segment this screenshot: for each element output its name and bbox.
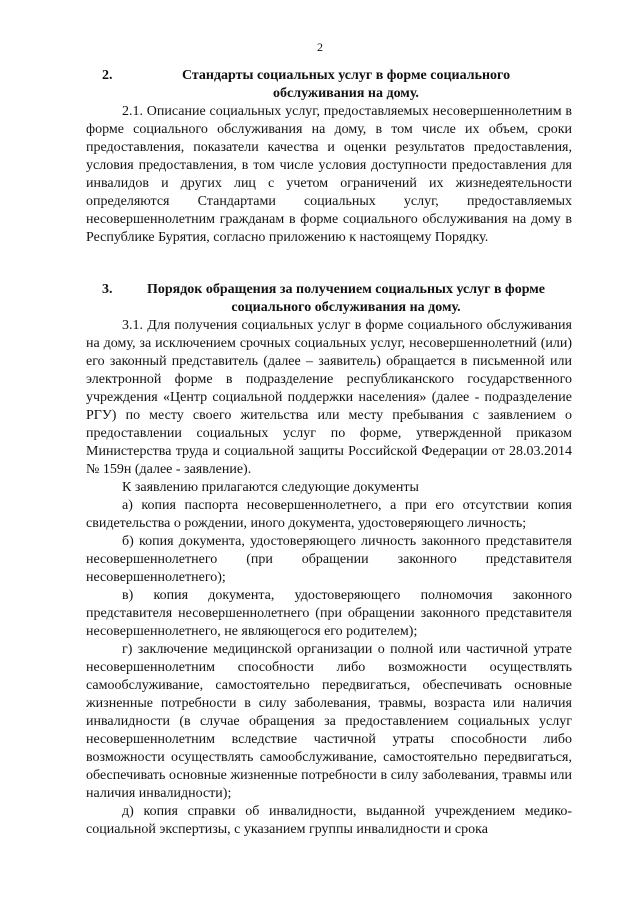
list-item-a: а) копия паспорта несовершеннолетнего, а при его отсутствии копия свидетельства о рождении, иного документа, удостоверяющего личность; xyxy=(86,498,572,531)
list-item-g: г) заключение медицинской организации о полной или частичной утрате несовершеннолетним способности либо возможности осуществлять самообслуживание, самостоятельно передвигаться, обеспечивать основные жизненные потребности в силу заболевания, травмы, возраста или наличия инвалидности (в случае обращения за предоставлением социальных услуг несовершеннолетним вследствие частичной утраты способности либо возможности осуществлять самообслуживание, самостоятельно передвигаться, обеспечивать основные жизненные потребности в силу заболевания, травмы или наличия инвалидности); xyxy=(86,642,572,801)
document-body xyxy=(86,67,572,839)
paragraph-3-1: 3.1. Для получения социальных услуг в форме социального обслуживания на дому, за исключением срочных социальных услуг, несовершеннолетний (или) его законный представитель (далее – заявитель) обращается в письменной или электронной форме в подразделение республиканского государственного учреждения «Центр социальной поддержки населения» (далее - подразделение РГУ) по месту своего жительства или месту пребывания с заявлением о предоставлении социальных услуг по форме, утвержденной приказом Министерства труда и социальной защиты Российской Федерации от 28.03.2014 № 159н (далее - заявление). xyxy=(86,318,572,477)
section-3-number: 3. xyxy=(102,282,113,297)
section-2-number: 2. xyxy=(102,68,113,83)
section-2-title-line1: Стандарты социальных услуг в форме социального xyxy=(181,68,511,83)
list-item-v: в) копия документа, удостоверяющего полномочия законного представителя несовершеннолетнего (при обращении законного представителя несовершеннолетнего, не являющегося его родителем); xyxy=(86,588,572,639)
paragraph-documents-intro: К заявлению прилагаются следующие документы xyxy=(122,480,419,495)
list-item-b: б) копия документа, удостоверяющего личность законного представителя несовершеннолетнего (при обращении законного представителя несовершеннолетнего); xyxy=(86,534,572,585)
list-item-d: д) копия справки об инвалидности, выданной учреждением медико-социальной экспертизы, с указанием группы инвалидности и срока xyxy=(86,804,572,837)
section-2-heading xyxy=(86,67,572,103)
section-2-title-line2: обслуживания на дому. xyxy=(273,86,419,101)
paragraph-2-1: 2.1. Описание социальных услуг, предоставляемых несовершеннолетним в форме социального обслуживания на дому, в том числе их объем, сроки предоставления, показатели качества и оценки результатов предоставления, условия предоставления, в том числе условия доступности предоставления для инвалидов и других лиц с учетом ограничений их жизнедеятельности определяются Стандартами социальных услуг, предоставляемых несовершеннолетним гражданам в форме социального обслуживания на дому в Республике Бурятия, согласно приложению к настоящему Порядку. xyxy=(86,104,572,245)
section-3-heading xyxy=(86,281,572,317)
section-3-title-line1: Порядок обращения за получением социальных услуг в форме xyxy=(146,282,546,297)
section-3-title-line2: социального обслуживания на дому. xyxy=(231,300,461,315)
page-number: 2 xyxy=(317,40,323,54)
